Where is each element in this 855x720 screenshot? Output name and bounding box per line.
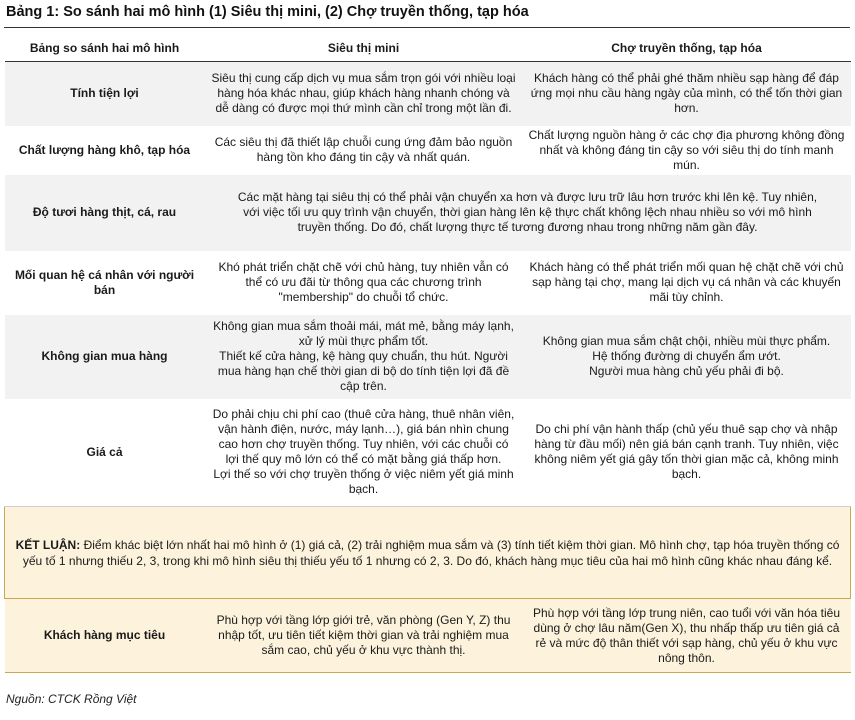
conclusion-cell — [5, 507, 851, 599]
title-divider — [4, 27, 850, 28]
row-criterion: Khách hàng mục tiêu — [5, 599, 205, 673]
header-mini: Siêu thị mini — [205, 35, 523, 62]
header-row — [5, 35, 851, 62]
row-market: Khách hàng có thể phải ghé thăm nhiều sạp hàng để đáp ứng mọi nhu cầu hàng ngày của mình, có thể tốn thời gian hơn. — [523, 62, 851, 126]
table-title: Bảng 1: So sánh hai mô hình (1) Siêu thị mini, (2) Chợ truyền thống, tạp hóa — [6, 4, 529, 20]
row-mini: Khó phát triển chặt chẽ với chủ hàng, tuy nhiên vẫn có thể có ưu đãi từ thông qua các chương trình "membership" do chuỗi tổ chức. — [205, 251, 523, 315]
row-market: Do chi phí vận hành thấp (chủ yếu thuê sạp chợ và nhập hàng từ đầu mối) nên giá bán cạnh tranh. Tuy nhiên, việc không niêm yết giá gây tốn thời gian mặc cả, không minh bạch. — [523, 399, 851, 507]
header-criterion: Bảng so sánh hai mô hình — [5, 35, 205, 62]
comparison-table — [4, 35, 851, 673]
row-market-line: Người mua hàng chủ yếu phải đi bộ. — [589, 364, 784, 378]
row-mini-line: Do phải chịu chi phí cao (thuê cửa hàng, thuê nhân viên, vận hành điện, nước, máy lạnh…), giá bán nhìn chung cao hơn chợ truyền thống. Tuy nhiên, với các chuỗi có lợi thế quy mô lớn có thể có mặt bằng giá thấp hơn. — [212, 407, 515, 467]
row-mini: Phù hợp với tầng lớp giới trẻ, văn phòng (Gen Y, Z) thu nhập tốt, ưu tiên tiết kiệm thời gian và trải nghiệm mua sắm cao, chủ yếu ở khu vực thành thị. — [205, 599, 523, 673]
row-mini: Các siêu thị đã thiết lập chuỗi cung ứng đảm bảo nguồn hàng tồn kho đáng tin cậy và nhất quán. — [205, 126, 523, 175]
row-mini-line: Không gian mua sắm thoải mái, mát mẻ, bằng máy lạnh, xử lý mùi thực phẩm tốt. — [213, 319, 514, 348]
row-market-line: Hệ thống đường di chuyển ẩm ướt. — [592, 349, 781, 363]
table-row — [5, 399, 851, 507]
row-criterion: Giá cả — [5, 399, 205, 507]
row-market: Phù hợp với tầng lớp trung niên, cao tuổi với văn hóa tiêu dùng ở chợ lâu năm(Gen X), thu nhấp thấp ưu tiên giá cả rẻ và mức độ thân thiết với sạp hàng, chủ yếu ở khu vực nông thôn. — [523, 599, 851, 673]
row-market-line: Không gian mua sắm chật chội, nhiều mùi thực phẩm. — [542, 334, 831, 348]
row-merged: Các mặt hàng tại siêu thị có thể phải vận chuyển xa hơn và được lưu trữ lâu hơn trước khi lên kệ. Tuy nhiên, với việc tối ưu quy trình vận chuyển, thời gian hàng lên kệ thực chất không lệch nhau nhiều so với mô hình truyền thống. Do đó, chất lượng thực tế tương đương nhau trong những năm gần đây. — [205, 175, 851, 251]
row-mini: Siêu thị cung cấp dịch vụ mua sắm trọn gói với nhiều loại hàng hóa khác nhau, giúp khách hàng nhanh chóng và dễ dàng có được mọi thứ mình cần chỉ trong một lần đi. — [205, 62, 523, 126]
conclusion-label: KẾT LUẬN: — [15, 537, 81, 552]
row-mini — [205, 315, 523, 399]
table-row — [5, 251, 851, 315]
row-criterion: Mối quan hệ cá nhân với người bán — [5, 251, 205, 315]
row-mini-line: Lợi thế so với chợ truyền thống ở việc niêm yết giá minh bạch. — [213, 467, 514, 497]
row-mini-line: Thiết kế cửa hàng, kệ hàng quy chuẩn, thu hút. Người mua hàng hạn chế thời gian di bộ do tính tiện lợi đã đề cập trên. — [217, 349, 510, 393]
table-row — [5, 126, 851, 175]
source-note: Nguồn: CTCK Rồng Việt — [6, 692, 137, 706]
conclusion-text: Điểm khác biệt lớn nhất hai mô hình ở (1) giá cả, (2) trải nghiệm mua sắm và (3) tính tiết kiệm thời gian. Mô hình chợ, tạp hóa truyền thống có yếu tố 1 nhưng thiếu 2, 3, trong khi mô hình siêu thị thiếu yếu tố 1 nhưng có 2, 3. Do đó, khách hàng mục tiêu của hai mô hình cũng khác nhau đáng kể. — [22, 537, 840, 568]
row-criterion: Chất lượng hàng khô, tạp hóa — [5, 126, 205, 175]
table-row — [5, 175, 851, 251]
row-criterion: Độ tươi hàng thịt, cá, rau — [5, 175, 205, 251]
row-mini — [205, 399, 523, 507]
row-market: Khách hàng có thể phát triển mối quan hệ chặt chẽ với chủ sạp hàng tại chợ, mang lại dịch vụ cá nhân và các khuyến mãi tùy chỉnh. — [523, 251, 851, 315]
target-customer-row — [5, 599, 851, 673]
row-market — [523, 315, 851, 399]
row-criterion: Không gian mua hàng — [5, 315, 205, 399]
row-market: Chất lượng nguồn hàng ở các chợ địa phương không đồng nhất và không đáng tin cậy so với siêu thị do tính manh mún. — [523, 126, 851, 175]
row-criterion: Tính tiện lợi — [5, 62, 205, 126]
header-market: Chợ truyền thống, tạp hóa — [523, 35, 851, 62]
conclusion-row — [5, 507, 851, 599]
table-row — [5, 62, 851, 126]
table-row — [5, 315, 851, 399]
